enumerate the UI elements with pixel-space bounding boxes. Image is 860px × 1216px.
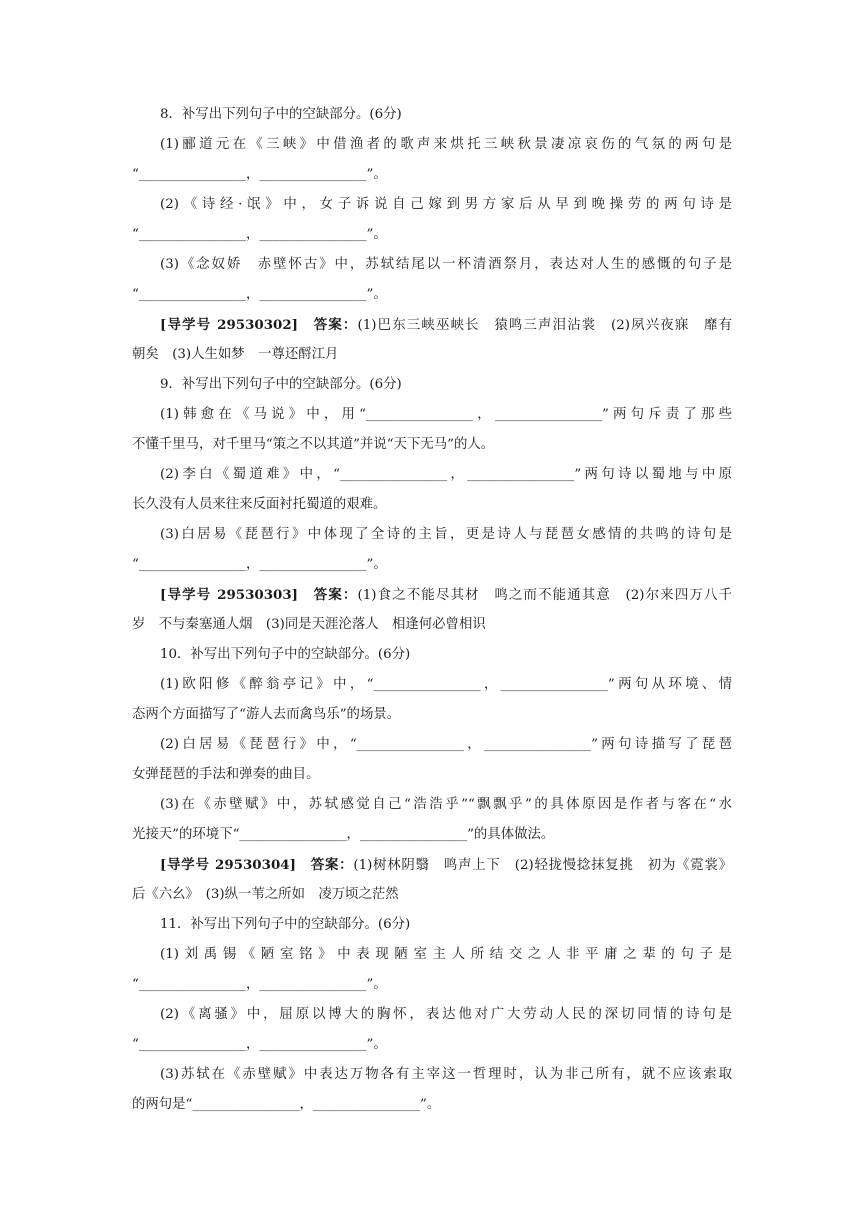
q8-sub2-blank: “________________，________________”。 [132, 227, 387, 242]
q8-sub1-blank: “________________，________________”。 [132, 167, 387, 182]
q11-sub1-blank: “________________，________________”。 [132, 977, 387, 992]
answer-label: [导学号 29530304] 答案： [160, 857, 354, 873]
q9-sub1-cont: 不懂千里马，对千里马“策之不以其道”并说“天下无马”的人。 [132, 437, 495, 452]
q8-sub3: (3)《念奴娇 赤壁怀古》中，苏轼结尾以一杯清酒祭月，表达对人生的感慨的句子是 [160, 257, 732, 272]
answer-label: [导学号 29530303] 答案： [160, 587, 358, 603]
q8-sub2: (2)《诗经·氓》中，女子诉说自己嫁到男方家后从早到晚操劳的两句诗是 [160, 197, 732, 212]
q11-sub3: (3)苏轼在《赤壁赋》中表达万物各有主宰这一哲理时，认为非己所有，就不应该索取 [160, 1067, 732, 1082]
q10-sub1: (1)欧阳修《醉翁亭记》中，“________________，________________”两句从环境、情 [160, 677, 732, 692]
q9-sub2-cont: 长久没有人员来往来反面衬托蜀道的艰难。 [132, 497, 387, 512]
q10-sub2-cont: 女弹琵琶的手法和弹奏的曲目。 [132, 767, 320, 782]
q9-answer-cont: 岁 不与秦塞通人烟 (3)同是天涯沦落人 相逢何必曾相识 [132, 617, 486, 632]
q9-sub2: (2)李白《蜀道难》中，“________________，________________”两句诗以蜀地与中原 [160, 467, 732, 482]
answer-label: [导学号 29530302] 答案： [160, 317, 358, 333]
q8-answer-cont: 朝矣 (3)人生如梦 一尊还酹江月 [132, 347, 339, 362]
q10-title: 10．补写出下列句子中的空缺部分。(6分) [160, 647, 411, 662]
q11-sub1: (1)刘禹锡《陋室铭》中表现陋室主人所结交之人非平庸之辈的句子是 [160, 947, 732, 962]
q11-sub2: (2)《离骚》中，屈原以博大的胸怀，表达他对广大劳动人民的深切同情的诗句是 [160, 1007, 732, 1022]
q9-answer: [导学号 29530303] 答案：(1)食之不能尽其材 鸣之而不能通其意 (2)尔来四万八千 [160, 587, 732, 603]
q9-sub3-blank: “________________，________________”。 [132, 557, 387, 572]
q9-sub3: (3)白居易《琵琶行》中体现了全诗的主旨，更是诗人与琵琶女感情的共鸣的诗句是 [160, 527, 732, 542]
q9-sub1: (1)韩愈在《马说》中，用“________________，________________”两句斥责了那些 [160, 407, 732, 422]
q8-sub1: (1)郦道元在《三峡》中借渔者的歌声来烘托三峡秋景凄凉哀伤的气氛的两句是 [160, 137, 732, 152]
q8-title: 8．补写出下列句子中的空缺部分。(6分) [160, 107, 402, 122]
q11-sub3-cont: 的两句是“________________，________________”。 [132, 1097, 441, 1112]
q8-answer: [导学号 29530302] 答案：(1)巴东三峡巫峡长 猿鸣三声泪沾裳 (2)夙兴夜寐 靡有 [160, 317, 732, 333]
q11-sub2-blank: “________________，________________”。 [132, 1037, 387, 1052]
q10-sub3-cont: 光接天”的环境下“________________，________________”的具体做法。 [132, 827, 555, 842]
q9-title: 9．补写出下列句子中的空缺部分。(6分) [160, 377, 402, 392]
document-page [132, 100, 732, 1120]
q10-answer-cont: 后《六幺》 (3)纵一苇之所如 凌万顷之茫然 [132, 887, 399, 902]
q10-sub3: (3)在《赤壁赋》中，苏轼感觉自己“浩浩乎”“飘飘乎”的具体原因是作者与客在“水 [160, 797, 732, 812]
q8-sub3-blank: “________________，________________”。 [132, 287, 387, 302]
q10-sub1-cont: 态两个方面描写了“游人去而禽鸟乐”的场景。 [132, 707, 401, 722]
q10-sub2: (2)白居易《琵琶行》中，“________________，________________”两句诗描写了琵琶 [160, 737, 732, 752]
q10-answer: [导学号 29530304] 答案：(1)树林阴翳 鸣声上下 (2)轻拢慢捻抹复挑 初为《霓裳》 [160, 857, 732, 873]
q11-title: 11．补写出下列句子中的空缺部分。(6分) [160, 917, 411, 932]
